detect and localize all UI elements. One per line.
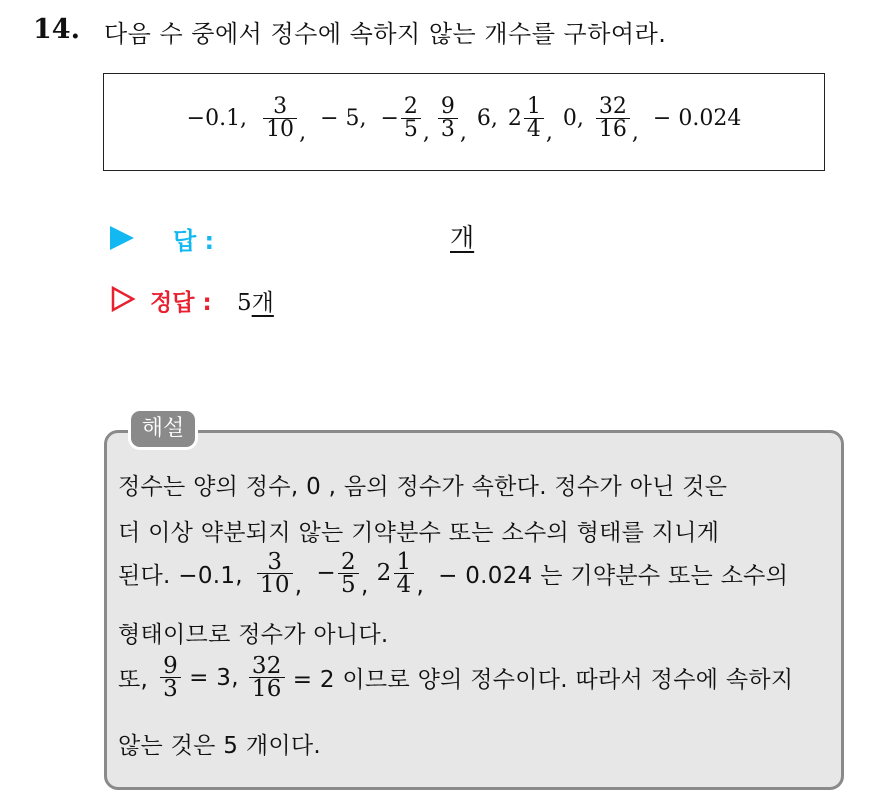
explanation-text: = 3,: [189, 664, 239, 691]
fraction: [249, 655, 285, 700]
mixed-whole: 2: [376, 560, 392, 586]
denominator: 10: [263, 118, 297, 141]
numerator: 1: [396, 548, 412, 575]
separator: ,: [422, 120, 430, 145]
denominator: 5: [338, 573, 359, 596]
numerator: 9: [440, 94, 455, 119]
separator: ,: [631, 120, 639, 145]
fraction: [596, 96, 630, 141]
explanation-line: [118, 655, 793, 700]
separator: ,: [459, 120, 467, 145]
answer-unit: 개: [450, 223, 475, 252]
fraction: [394, 548, 415, 598]
question-text: 다음 수 중에서 정수에 속하지 않는 개수를 구하여라.: [104, 20, 667, 48]
numerator: 2: [403, 94, 418, 119]
sign: −: [316, 560, 336, 586]
answer-row: [110, 218, 215, 258]
denominator: 3: [438, 118, 458, 141]
explanation-line: 더 이상 약분되지 않는 기약분수 또는 소수의 형태를 지니게: [118, 520, 720, 546]
numerator: 32: [251, 653, 282, 679]
correct-answer-number: 5: [237, 290, 252, 316]
separator: ,: [545, 120, 553, 145]
separator: ,: [416, 573, 425, 599]
numerator: 3: [267, 548, 283, 575]
denominator: 3: [160, 677, 181, 700]
denominator: 4: [394, 573, 415, 596]
explanation-text: − 0.024 는 기약분수 또는 소수의: [438, 562, 789, 589]
explanation-tab: 해설: [128, 408, 198, 450]
fraction: [524, 96, 544, 141]
fraction: [401, 96, 421, 141]
fraction: [160, 655, 181, 700]
explanation-line: [118, 547, 788, 599]
number-list-box: [103, 73, 825, 171]
numerator: 2: [341, 548, 356, 575]
separator: ,: [294, 573, 303, 599]
denominator: 16: [249, 677, 285, 700]
play-solid-icon: [110, 226, 134, 250]
fraction: [438, 96, 458, 141]
question-number: 14.: [33, 14, 80, 45]
explanation-text: 또,: [118, 667, 149, 693]
answer-label: 답 :: [173, 227, 215, 255]
correct-answer-unit: 개: [251, 290, 274, 316]
separator: ,: [360, 573, 369, 599]
numerator: 9: [163, 653, 179, 679]
fraction: [338, 548, 359, 598]
fraction: [263, 96, 297, 141]
fraction: [257, 548, 293, 598]
number-item: −0.1,: [186, 106, 248, 131]
separator: ,: [299, 120, 307, 145]
number-item: 6,: [476, 106, 498, 131]
mixed-whole: 2: [507, 106, 522, 131]
number-item: − 0.024: [652, 106, 742, 131]
numerator: 1: [526, 94, 541, 119]
sign: −: [380, 106, 399, 131]
denominator: 16: [596, 118, 630, 141]
number-list: [104, 92, 824, 145]
explanation-text: 된다. −0.1,: [118, 562, 243, 589]
numerator: 3: [273, 94, 288, 119]
correct-answer-label: 정답 :: [150, 290, 212, 316]
number-item: − 5,: [320, 106, 367, 131]
explanation-text: = 2 이므로 양의 정수이다. 따라서 정수에 속하지: [292, 667, 794, 693]
correct-answer-value: [237, 284, 274, 317]
denominator: 4: [524, 118, 544, 141]
explanation-line: 형태이므로 정수가 아니다.: [118, 622, 389, 648]
play-outline-icon: [110, 286, 136, 312]
explanation-line: 않는 것은 5 개이다.: [118, 733, 322, 759]
explanation-line: 정수는 양의 정수, 0 , 음의 정수가 속한다. 정수가 아닌 것은: [118, 474, 728, 500]
denominator: 10: [257, 573, 293, 596]
denominator: 5: [401, 118, 421, 141]
number-item: 0,: [562, 106, 584, 131]
numerator: 32: [598, 94, 627, 119]
